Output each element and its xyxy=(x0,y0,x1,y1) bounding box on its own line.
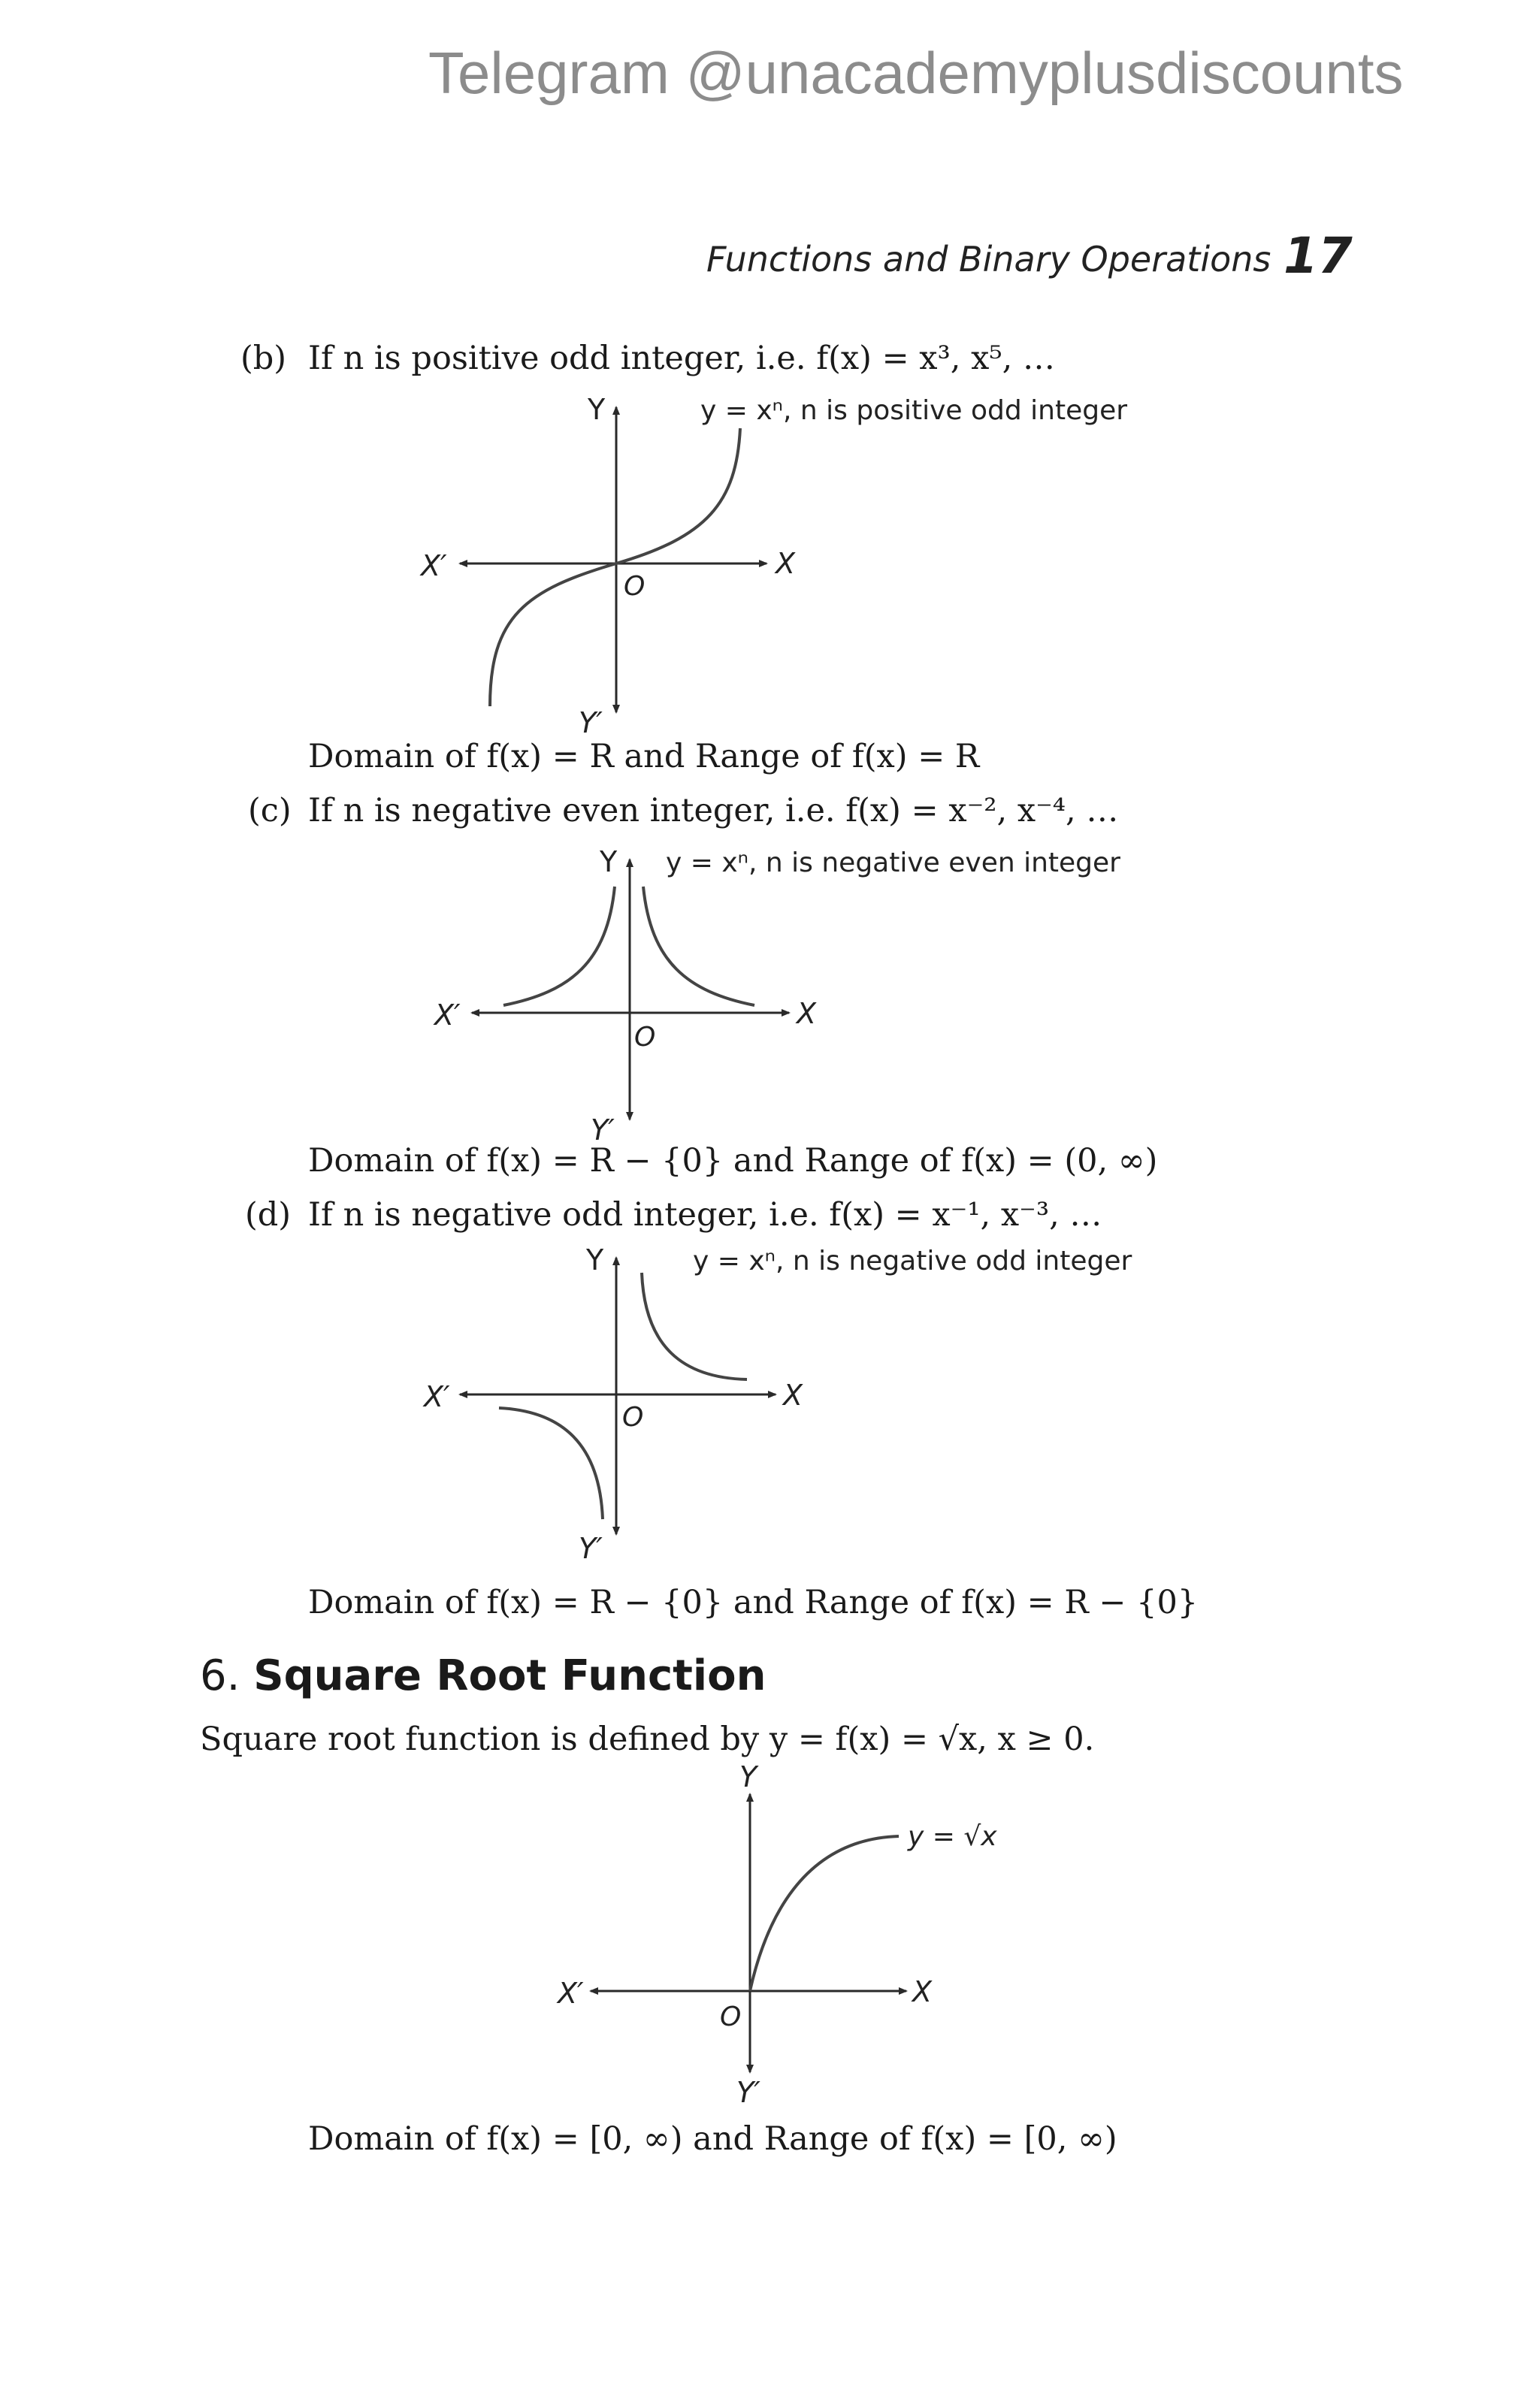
item-c-text: If n is negative even integer, i.e. f(x) = x⁻², x⁻⁴, … xyxy=(308,792,1119,829)
axis-label-x: X xyxy=(776,547,796,580)
item-d-label: (d) xyxy=(245,1196,292,1234)
origin-label: O xyxy=(634,1022,656,1053)
section-domain: Domain of f(x) = [0, ∞) and Range of f(x) = [0, ∞) xyxy=(308,2120,1117,2158)
graph-caption: y = xⁿ, n is negative odd integer xyxy=(693,1246,1132,1277)
section-definition: Square root function is defined by y = f(x) = √x, x ≥ 0. xyxy=(200,1721,1095,1758)
item-c-label: (c) xyxy=(248,792,292,829)
axis-label-x: X xyxy=(912,1975,933,2008)
axis-label-x-neg: X′ xyxy=(434,999,461,1032)
section-title: Square Root Function xyxy=(253,1651,766,1700)
item-c-domain: Domain of f(x) = R − {0} and Range of f(x) = (0, ∞) xyxy=(308,1142,1158,1180)
graph-caption: y = xⁿ, n is positive odd integer xyxy=(700,395,1128,426)
axis-label-x-neg: X′ xyxy=(421,549,447,582)
curve-negative-even-left xyxy=(503,887,615,1005)
origin-label: O xyxy=(720,2002,742,2032)
item-b-label: (b) xyxy=(240,340,287,377)
section-number: 6. xyxy=(200,1651,240,1700)
watermark: Telegram @unacademyplusdiscounts xyxy=(428,40,1404,106)
curve-negative-odd-q1 xyxy=(642,1273,747,1379)
axis-label-y-neg: Y′ xyxy=(579,1532,603,1565)
axis-label-y-neg: Y′ xyxy=(736,2076,760,2109)
graph-caption: y = xⁿ, n is negative even integer xyxy=(666,847,1120,878)
item-d-domain: Domain of f(x) = R − {0} and Range of f(x) = R − {0} xyxy=(308,1584,1199,1621)
curve-negative-odd-q3 xyxy=(499,1408,603,1519)
axis-label-y-neg: Y′ xyxy=(579,706,603,739)
axis-label-y: Y xyxy=(600,845,618,878)
origin-label: O xyxy=(622,1402,644,1433)
axis-label-y: Y xyxy=(739,1760,757,1793)
graph-negative-even xyxy=(421,845,1142,1147)
axis-label-x: X xyxy=(797,997,817,1030)
axis-label-y-neg: Y′ xyxy=(591,1113,615,1147)
graph-square-root xyxy=(553,1758,1004,2111)
item-b-text: If n is positive odd integer, i.e. f(x) = x³, x⁵, … xyxy=(308,340,1055,377)
page-number: 17 xyxy=(1284,227,1353,285)
item-d-text: If n is negative odd integer, i.e. f(x) = x⁻¹, x⁻³, … xyxy=(308,1196,1102,1234)
axis-label-y: Y xyxy=(588,393,606,426)
section-heading xyxy=(200,1651,766,1700)
axis-label-y: Y xyxy=(586,1243,604,1277)
item-b-domain: Domain of f(x) = R and Range of f(x) = R xyxy=(308,738,980,775)
axis-label-x-neg: X′ xyxy=(424,1380,450,1413)
running-head-title: Functions and Binary Operations xyxy=(706,239,1271,279)
graph-positive-odd xyxy=(406,391,1157,739)
graph-caption: y = √x xyxy=(908,1821,997,1852)
graph-negative-odd xyxy=(412,1241,1148,1564)
axis-label-x: X xyxy=(783,1379,803,1412)
curve-square-root xyxy=(750,1836,899,1991)
curve-negative-even-right xyxy=(643,887,754,1005)
origin-label: O xyxy=(624,571,646,602)
axis-label-x-neg: X′ xyxy=(558,1977,584,2010)
